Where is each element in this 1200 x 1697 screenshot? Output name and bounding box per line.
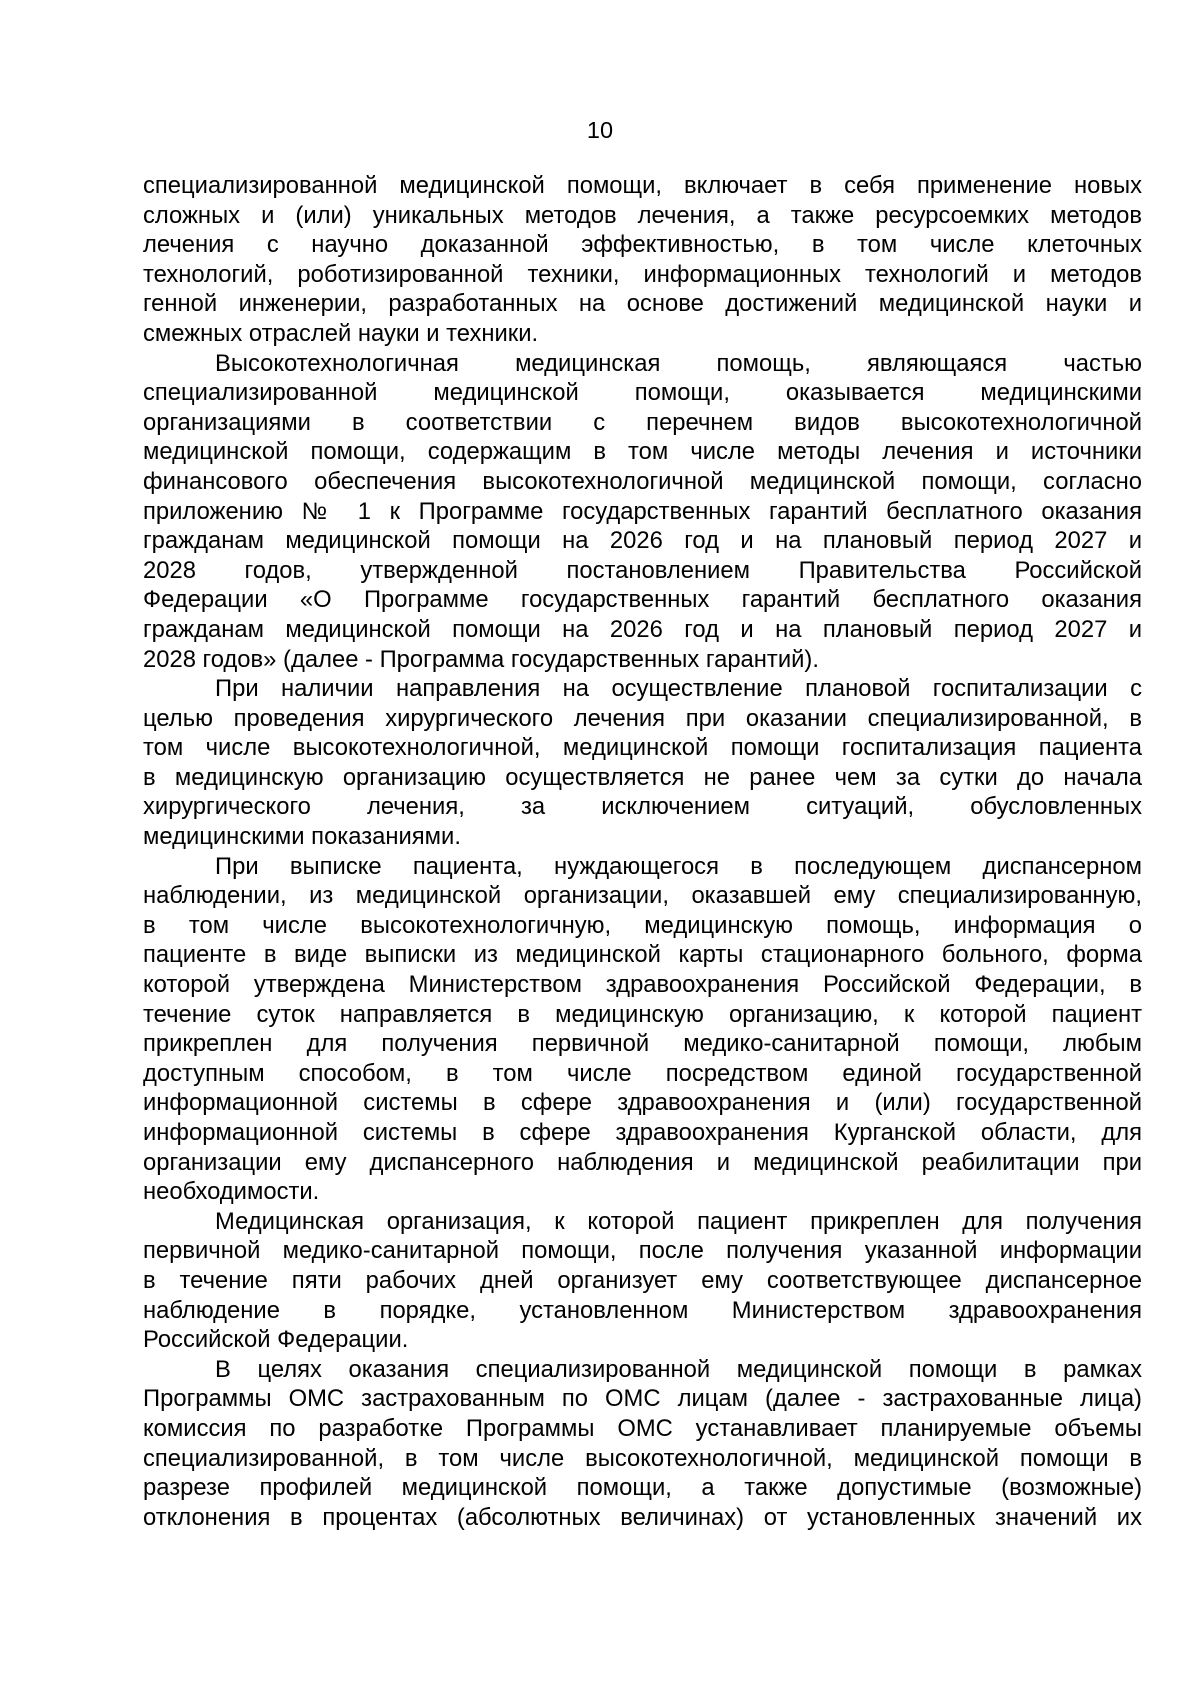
- text-line: медицинскими показаниями.: [143, 823, 461, 851]
- text-line: технологий, роботизированной техники, информационных технологий и методов: [143, 260, 1142, 288]
- text-line: информационной системы в сфере здравоохранения Курганской области, для: [143, 1119, 1142, 1146]
- text-line: информационной системы в сфере здравоохранения и (или) государственной: [143, 1089, 1142, 1117]
- text-line: При выписке пациента, нуждающегося в последующем диспансерном: [215, 852, 1142, 880]
- text-line: специализированной медицинской помощи, оказывается медицинскими: [143, 379, 1142, 407]
- text-line: 2028 годов, утвержденной постановлением Правительства Российской: [143, 556, 1142, 584]
- page-number: 10: [586, 117, 614, 143]
- text-line: которой утверждена Министерством здравоохранения Российской Федерации, в: [143, 971, 1142, 999]
- text-line: необходимости.: [143, 1178, 320, 1206]
- text-line: сложных и (или) уникальных методов лечения, а также ресурсоемких методов: [143, 201, 1142, 229]
- text-line: гражданам медицинской помощи на 2026 год и на плановый период 2027 и: [143, 615, 1142, 643]
- text-line: комиссия по разработке Программы ОМС устанавливает планируемые объемы: [143, 1414, 1142, 1442]
- text-line: наблюдении, из медицинской организации, оказавшей ему специализированную,: [143, 882, 1142, 910]
- text-line: финансового обеспечения высокотехнологичной медицинской помощи, согласно: [143, 467, 1142, 495]
- text-line: специализированной медицинской помощи, включает в себя применение новых: [143, 172, 1142, 199]
- paragraph: [143, 1207, 1142, 1355]
- text-line: Российской Федерации.: [143, 1326, 409, 1354]
- text-line: генной инженерии, разработанных на основе достижений медицинской науки и: [143, 290, 1142, 318]
- text-line: первичной медико-санитарной помощи, после получения указанной информации: [143, 1237, 1142, 1265]
- paragraph: [143, 674, 1142, 852]
- text-line: организации ему диспансерного наблюдения и медицинской реабилитации при: [143, 1148, 1142, 1176]
- text-line: приложению № 1 к Программе государственных гарантий бесплатного оказания: [143, 497, 1142, 525]
- text-line: гражданам медицинской помощи на 2026 год и на плановый период 2027 и: [143, 527, 1142, 555]
- text-line: целью проведения хирургического лечения при оказании специализированной, в: [143, 704, 1142, 732]
- text-line: специализированной, в том числе высокотехнологичной, медицинской помощи в: [143, 1444, 1142, 1472]
- text-line: лечения с научно доказанной эффективностью, в том числе клеточных: [143, 231, 1142, 259]
- text-line: Федерации «О Программе государственных гарантий бесплатного оказания: [143, 586, 1142, 614]
- text-line: При наличии направления на осуществление плановой госпитализации с: [215, 675, 1142, 703]
- text-line: том числе высокотехнологичной, медицинской помощи госпитализация пациента: [143, 734, 1142, 762]
- text-line: Медицинская организация, к которой пациент прикреплен для получения: [215, 1207, 1142, 1235]
- text-line: Высокотехнологичная медицинская помощь, являющаяся частью: [215, 349, 1142, 377]
- text-line: медицинской помощи, содержащим в том числе методы лечения и источники: [143, 438, 1142, 466]
- text-line: хирургического лечения, за исключением ситуаций, обусловленных: [143, 793, 1142, 821]
- text-line: разрезе профилей медицинской помощи, а также допустимые (возможные): [143, 1474, 1142, 1502]
- text-line: течение суток направляется в медицинскую организацию, к которой пациент: [143, 1000, 1142, 1028]
- text-line: Программы ОМС застрахованным по ОМС лицам (далее - застрахованные лица): [143, 1385, 1142, 1413]
- text-line: отклонения в процентах (абсолютных величинах) от установленных значений их: [143, 1503, 1142, 1531]
- document-body: [143, 171, 1142, 1532]
- paragraph: [143, 171, 1142, 349]
- text-line: организациями в соответствии с перечнем видов высокотехнологичной: [143, 408, 1142, 436]
- text-line: в медицинскую организацию осуществляется не ранее чем за сутки до начала: [143, 763, 1142, 791]
- text-line: прикреплен для получения первичной медико-санитарной помощи, любым: [143, 1030, 1142, 1058]
- paragraph: [143, 1355, 1142, 1533]
- paragraph: [143, 852, 1142, 1207]
- paragraph: [143, 349, 1142, 675]
- text-line: пациенте в виде выписки из медицинской карты стационарного больного, форма: [143, 941, 1142, 969]
- text-line: смежных отраслей науки и техники.: [143, 319, 539, 347]
- text-line: наблюдение в порядке, установленном Министерством здравоохранения: [143, 1296, 1142, 1324]
- text-line: В целях оказания специализированной медицинской помощи в рамках: [215, 1355, 1142, 1383]
- text-line: 2028 годов» (далее - Программа государственных гарантий).: [143, 645, 819, 673]
- text-line: в том числе высокотехнологичную, медицинскую помощь, информация о: [143, 911, 1142, 939]
- text-line: в течение пяти рабочих дней организует ему соответствующее диспансерное: [143, 1266, 1142, 1294]
- text-line: доступным способом, в том числе посредством единой государственной: [143, 1059, 1142, 1087]
